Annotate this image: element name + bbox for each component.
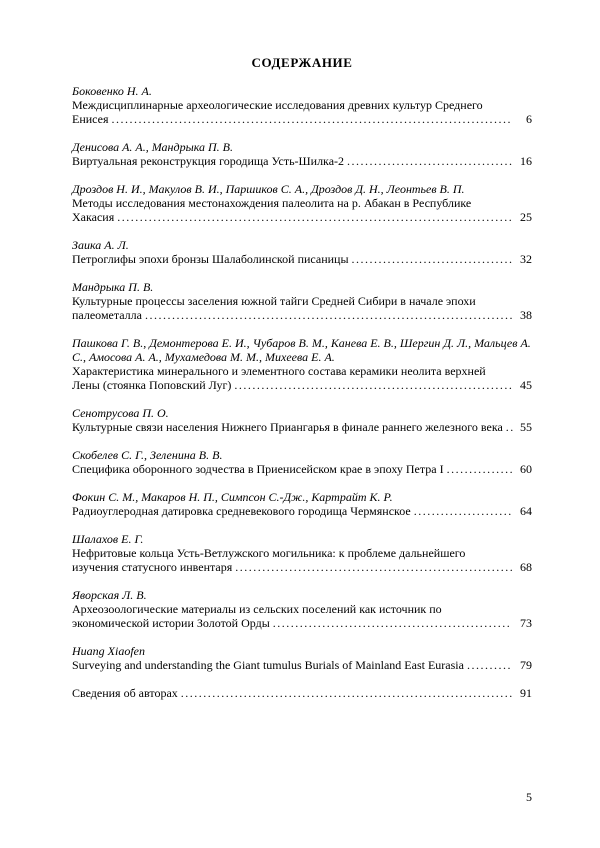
toc-entry: [72, 182, 532, 224]
toc-entry-authors: Скобелев С. Г., Зеленина В. В.: [72, 448, 223, 462]
toc-entry-page: 64: [520, 504, 532, 518]
toc-entry-authors: Дроздов Н. И., Макулов В. И., Паршиков С. А., Дроздов Д. Н., Леонтьев В. П.: [72, 182, 465, 196]
toc-entry: [72, 406, 532, 434]
toc-entry-line: [72, 196, 532, 224]
toc-entry-title: Нефритовые кольца Усть-Ветлужского могильника: к проблеме дальнейшего изучения статусного инвентаря: [72, 546, 466, 574]
toc-entry-authors: Сенотрусова П. О.: [72, 406, 169, 420]
dot-leader: ........................................................................................: [117, 210, 514, 224]
dot-leader: ...............: [446, 462, 515, 476]
toc-entry: [72, 588, 532, 630]
toc-entry-line: [72, 154, 532, 168]
toc-entry-line: [72, 294, 532, 322]
toc-entry: [72, 336, 532, 392]
toc-entry: [72, 686, 532, 700]
toc-entry-page: 60: [520, 462, 532, 476]
toc-entry-title: Петроглифы эпохи бронзы Шалаболинской писаницы: [72, 252, 349, 266]
toc-entry-page: 16: [520, 154, 532, 168]
toc-entry-title: Специфика оборонного зодчества в Приенисейском крае в эпоху Петра I: [72, 462, 444, 476]
toc-entry-title: Сведения об авторах: [72, 686, 178, 700]
toc-entry: [72, 490, 532, 518]
toc-entry-line: [72, 504, 532, 518]
toc-entry: [72, 644, 532, 672]
toc-entry-page: 32: [520, 252, 532, 266]
toc-entry-title: Методы исследования местонахождения палеолита на р. Абакан в Республике Хакасия: [72, 196, 472, 224]
toc-entry-line: [72, 462, 532, 476]
toc-entry-authors: Шалахов Е. Г.: [72, 532, 144, 546]
toc-entry: [72, 140, 532, 168]
dot-leader: ..............................................................: [235, 560, 515, 574]
dot-leader: ......................: [413, 504, 513, 518]
toc-entry-page: 45: [520, 378, 532, 392]
dot-leader: ..............................................................: [234, 378, 514, 392]
toc-entry-page: 73: [520, 616, 532, 630]
dot-leader: .........................................................................................: [111, 112, 512, 126]
toc-entry-title: Культурные процессы заселения южной тайги Средней Сибири в начале эпохи палеометалла: [72, 294, 476, 322]
dot-leader: ....................................: [351, 252, 514, 266]
toc-entry-page: 25: [520, 210, 532, 224]
toc-entry: [72, 280, 532, 322]
toc-entry: [72, 532, 532, 574]
dot-leader: .....................................: [347, 154, 514, 168]
toc-entry-authors: Яворская Л. В.: [72, 588, 147, 602]
toc-entry-line: [72, 658, 532, 672]
toc-entry-line: [72, 602, 532, 630]
toc-entry: [72, 84, 532, 126]
toc-list: [72, 84, 532, 700]
toc-entry-authors: Денисова А. А., Мандрыка П. В.: [72, 140, 234, 154]
toc-entry-title: Радиоуглеродная датировка средневекового городища Чермянское: [72, 504, 411, 518]
page-title: СОДЕРЖАНИЕ: [251, 55, 353, 70]
toc-entry-title: Археозоологические материалы из сельских поселений как источник по экономической истории Золотой Орды: [72, 602, 442, 630]
toc-entry-title: Междисциплинарные археологические исследования древних культур Среднего Енисея: [72, 98, 483, 126]
toc-entry-line: [72, 98, 532, 126]
toc-entry-line: [72, 420, 532, 434]
dot-leader: ..........................................................................: [180, 686, 514, 700]
toc-entry-line: [72, 546, 532, 574]
toc-entry-title: Характеристика минерального и элементного состава керамики неолита верхней Лены (стоянка Поповский Луг): [72, 364, 486, 392]
toc-entry-page: 91: [520, 686, 532, 700]
toc-entry-title: Культурные связи населения Нижнего Приангарья в финале раннего железного века: [72, 420, 503, 434]
toc-entry-page: 38: [520, 308, 532, 322]
dot-leader: ..................................................................................: [144, 308, 514, 322]
dot-leader: .....................................................: [272, 616, 512, 630]
toc-entry-authors: Заика А. Л.: [72, 238, 129, 252]
toc-entry-page: 68: [520, 560, 532, 574]
toc-entry: [72, 448, 532, 476]
toc-entry-authors: Huang Xiaofen: [72, 644, 145, 658]
dot-leader: ..........: [466, 658, 512, 672]
dot-leader: ..: [505, 420, 515, 434]
toc-entry-authors: Фокин С. М., Макаров Н. П., Симпсон С.-Дж., Картрайт К. Р.: [72, 490, 393, 504]
toc-entry-page: 79: [520, 658, 532, 672]
toc-entry-page: 55: [520, 420, 532, 434]
toc-entry-authors: Пашкова Г. В., Демонтерова Е. И., Чубаров В. М., Канева Е. В., Шергин Д. Л., Мальцев А. С., Амосова А. А., Мухамедова М. М., Михеева Е. А.: [72, 336, 531, 364]
toc-entry-page: 6: [526, 112, 532, 126]
toc-entry-line: [72, 686, 532, 700]
toc-entry-authors: Мандрыка П. В.: [72, 280, 154, 294]
toc-entry-line: [72, 252, 532, 266]
toc-entry: [72, 238, 532, 266]
toc-entry-authors: Боковенко Н. А.: [72, 84, 152, 98]
toc-entry-title: Surveying and understanding the Giant tumulus Burials of Mainland East Eurasia: [72, 658, 464, 672]
toc-entry-title: Виртуальная реконструкция городища Усть-Шилка-2: [72, 154, 345, 168]
toc-entry-line: [72, 364, 532, 392]
page-number: 5: [526, 790, 532, 804]
